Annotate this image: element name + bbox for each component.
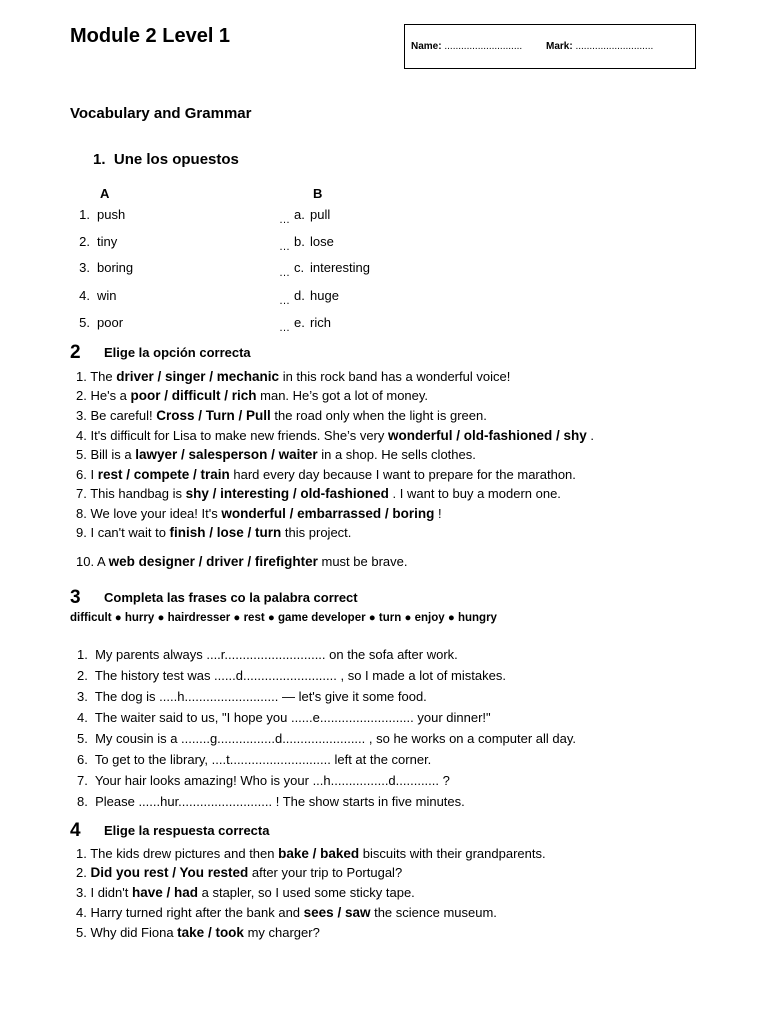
- s2-item: [76, 428, 594, 443]
- s2-item: [76, 486, 561, 501]
- s2-item-number: 7.: [76, 486, 87, 501]
- s2-item-options[interactable]: finish / lose / turn: [169, 525, 282, 540]
- name-blank: ............................: [444, 41, 523, 52]
- s2-item-options[interactable]: shy / interesting / old-fashioned: [185, 486, 389, 501]
- s2-item-options[interactable]: lawyer / salesperson / waiter: [135, 447, 318, 462]
- s2-item-text: in this rock band has a wonderful voice!: [279, 369, 511, 384]
- s1-letter: e.: [294, 315, 305, 330]
- s4-item-text: biscuits with their grandparents.: [359, 846, 546, 861]
- s1-row-number: 1.: [79, 207, 90, 222]
- s3-item-number: 6.: [77, 752, 88, 767]
- s1-row-number: 4.: [79, 288, 90, 303]
- s2-item-text: This handbag is: [90, 486, 186, 501]
- s4-heading: Elige la respuesta correcta: [104, 823, 270, 838]
- s1-word-b: pull: [310, 207, 331, 222]
- name-label: Name:: [411, 41, 442, 52]
- s1-word-b: lose: [310, 234, 334, 249]
- word-bank: difficult ● hurry ● hairdresser ● rest ● game developer ● turn ● enjoy ● hungry: [70, 612, 497, 624]
- s2-item-number: 5.: [76, 447, 87, 462]
- s2-item-options[interactable]: rest / compete / train: [97, 467, 230, 482]
- s1-heading-text: Une los opuestos: [113, 151, 239, 168]
- s3-heading: Completa las frases co la palabra correct: [104, 590, 358, 605]
- s3-item-text[interactable]: The waiter said to us, "I hope you ......e.......................... your dinner!": [94, 710, 491, 725]
- s3-item-number: 5.: [77, 731, 88, 746]
- s3-item: [77, 647, 458, 662]
- s1-letter: d.: [294, 288, 305, 303]
- column-a-header: A: [100, 186, 110, 201]
- s4-item: [76, 885, 415, 900]
- s3-item-number: 8.: [77, 794, 88, 809]
- s4-item-options[interactable]: bake / baked: [278, 846, 360, 861]
- s2-item-text: Be careful!: [90, 408, 157, 423]
- name-field[interactable]: [411, 41, 522, 52]
- s2-item: [76, 554, 407, 569]
- s2-item-options[interactable]: driver / singer / mechanic: [116, 369, 280, 384]
- s2-item-text: man. He’s got a lot of money.: [256, 388, 429, 403]
- s1-word-a: poor: [97, 315, 124, 330]
- s2-item-text: the road only when the light is green.: [270, 408, 487, 423]
- s3-item-text[interactable]: My cousin is a ........g................d....................... , so he works on a computer all day.: [95, 731, 577, 746]
- s2-item-number: 2.: [76, 388, 87, 403]
- s1-word-b: rich: [310, 315, 331, 330]
- s1-word-a: push: [97, 207, 126, 222]
- s1-letter: a.: [294, 207, 305, 222]
- s2-item-options[interactable]: poor / difficult / rich: [130, 388, 257, 403]
- s4-item-text: after your trip to Portugal?: [248, 865, 403, 880]
- s1-answer-blank[interactable]: …: [279, 322, 290, 334]
- s2-item: [76, 525, 351, 540]
- s4-item-options[interactable]: have / had: [131, 885, 199, 900]
- s3-item: [77, 773, 450, 788]
- s4-item: [76, 846, 546, 861]
- s2-item-text: in a shop. He sells clothes.: [317, 447, 476, 462]
- s4-item-text: the science museum.: [370, 905, 497, 920]
- s2-item-number: 9.: [76, 525, 87, 540]
- s4-item-number: 3.: [76, 885, 87, 900]
- s3-item: [77, 668, 506, 683]
- s2-item-text: must be brave.: [317, 554, 408, 569]
- s1-word-b: interesting: [310, 260, 370, 275]
- s2-item-options[interactable]: wonderful / embarrassed / boring: [221, 506, 435, 521]
- s2-item-text: He's a: [90, 388, 131, 403]
- s2-item-number: 10.: [76, 554, 95, 569]
- s4-item-options[interactable]: Did you rest / You rested: [90, 865, 249, 880]
- s2-item-text: !: [434, 506, 442, 521]
- s2-item-text: A: [96, 554, 109, 569]
- s4-item-number: 4.: [76, 905, 87, 920]
- s2-item-text: hard every day because I want to prepare for the marathon.: [229, 467, 576, 482]
- s3-item-number: 2.: [77, 668, 88, 683]
- s2-item-options[interactable]: Cross / Turn / Pull: [156, 408, 271, 423]
- s4-number: 4: [70, 820, 81, 841]
- s2-item: [76, 388, 428, 403]
- s2-item-text: It's difficult for Lisa to make new friends. She’s very: [90, 428, 388, 443]
- s1-row-number: 2.: [79, 234, 90, 249]
- s4-item-options[interactable]: sees / saw: [303, 905, 371, 920]
- s3-item-text[interactable]: Please ......hur.......................... ! The show starts in five minutes.: [95, 794, 465, 809]
- s3-item-number: 3.: [77, 689, 88, 704]
- s3-item-number: 7.: [77, 773, 88, 788]
- s1-word-a: boring: [97, 260, 134, 275]
- s4-item-text: my charger?: [243, 925, 320, 940]
- mark-field[interactable]: [546, 41, 653, 52]
- s2-item-number: 4.: [76, 428, 87, 443]
- s2-item-number: 3.: [76, 408, 87, 423]
- s1-heading: [93, 151, 239, 168]
- s2-item-text: I can't wait to: [90, 525, 170, 540]
- s2-item-text: We love your idea! It's: [90, 506, 222, 521]
- s2-item: [76, 447, 476, 462]
- s2-item-number: 8.: [76, 506, 87, 521]
- s3-number: 3: [70, 587, 81, 608]
- s3-item-text[interactable]: To get to the library, ....t............................ left at the corner.: [94, 752, 432, 767]
- page-title: Module 2 Level 1: [70, 25, 231, 47]
- s4-item-options[interactable]: take / took: [177, 925, 244, 940]
- name-mark-box: [404, 24, 696, 69]
- s4-item-number: 5.: [76, 925, 87, 940]
- s4-item-text: a stapler, so I used some sticky tape.: [198, 885, 415, 900]
- s2-item-number: 6.: [76, 467, 87, 482]
- s4-item: [76, 925, 320, 940]
- s2-item-text: I: [90, 467, 98, 482]
- s2-item: [76, 506, 442, 521]
- s3-item: [77, 752, 431, 767]
- s1-answer-blank[interactable]: …: [279, 267, 290, 279]
- s4-item: [76, 905, 497, 920]
- mark-label: Mark:: [546, 41, 573, 52]
- s2-item: [76, 369, 510, 384]
- s3-item: [77, 689, 427, 704]
- s2-heading: Elige la opción correcta: [104, 345, 251, 360]
- s4-item-text: Why did Fiona: [90, 925, 178, 940]
- s4-item: [76, 865, 402, 880]
- s2-item-options[interactable]: web designer / driver / firefighter: [108, 554, 318, 569]
- mark-blank: ............................: [575, 41, 654, 52]
- s4-item-number: 2.: [76, 865, 87, 880]
- s4-item-number: 1.: [76, 846, 87, 861]
- s3-item-number: 4.: [77, 710, 88, 725]
- s2-item-text: .: [586, 428, 594, 443]
- s3-item: [77, 794, 465, 809]
- s2-item-options[interactable]: wonderful / old-fashioned / shy: [388, 428, 587, 443]
- s3-item-text[interactable]: The history test was ......d.......................... , so I made a lot of mistakes.: [94, 668, 506, 683]
- s1-word-a: win: [97, 288, 117, 303]
- s1-row-number: 5.: [79, 315, 90, 330]
- s2-item-number: 1.: [76, 369, 87, 384]
- s1-letter: c.: [294, 260, 305, 275]
- s1-letter: b.: [294, 234, 305, 249]
- s3-item-text[interactable]: My parents always ....r............................ on the sofa after work.: [95, 647, 458, 662]
- s3-item: [77, 731, 576, 746]
- s3-item-text[interactable]: The dog is .....h.......................... — let's give it some food.: [94, 689, 427, 704]
- s2-item: [76, 408, 487, 423]
- s1-answer-blank[interactable]: …: [279, 295, 290, 307]
- s3-item: [77, 710, 491, 725]
- s3-item-number: 1.: [77, 647, 88, 662]
- s1-number: 1.: [93, 151, 106, 168]
- column-b-header: B: [313, 186, 323, 201]
- s2-item-text: The: [90, 369, 117, 384]
- s1-row-number: 3.: [79, 260, 90, 275]
- s1-word-a: tiny: [97, 234, 118, 249]
- s2-item: [76, 467, 576, 482]
- section-title: Vocabulary and Grammar: [70, 105, 252, 122]
- s1-answer-blank[interactable]: …: [279, 241, 290, 253]
- s3-item-text[interactable]: Your hair looks amazing! Who is your ...h................d............ ?: [94, 773, 450, 788]
- s4-item-text: I didn't: [90, 885, 132, 900]
- s2-number: 2: [70, 342, 81, 363]
- s1-answer-blank[interactable]: …: [279, 214, 290, 226]
- s2-item-text: this project.: [281, 525, 352, 540]
- s2-item-text: . I want to buy a modern one.: [388, 486, 561, 501]
- s1-word-b: huge: [310, 288, 339, 303]
- s4-item-text: Harry turned right after the bank and: [90, 905, 304, 920]
- s2-item-text: Bill is a: [90, 447, 136, 462]
- s4-item-text: The kids drew pictures and then: [90, 846, 279, 861]
